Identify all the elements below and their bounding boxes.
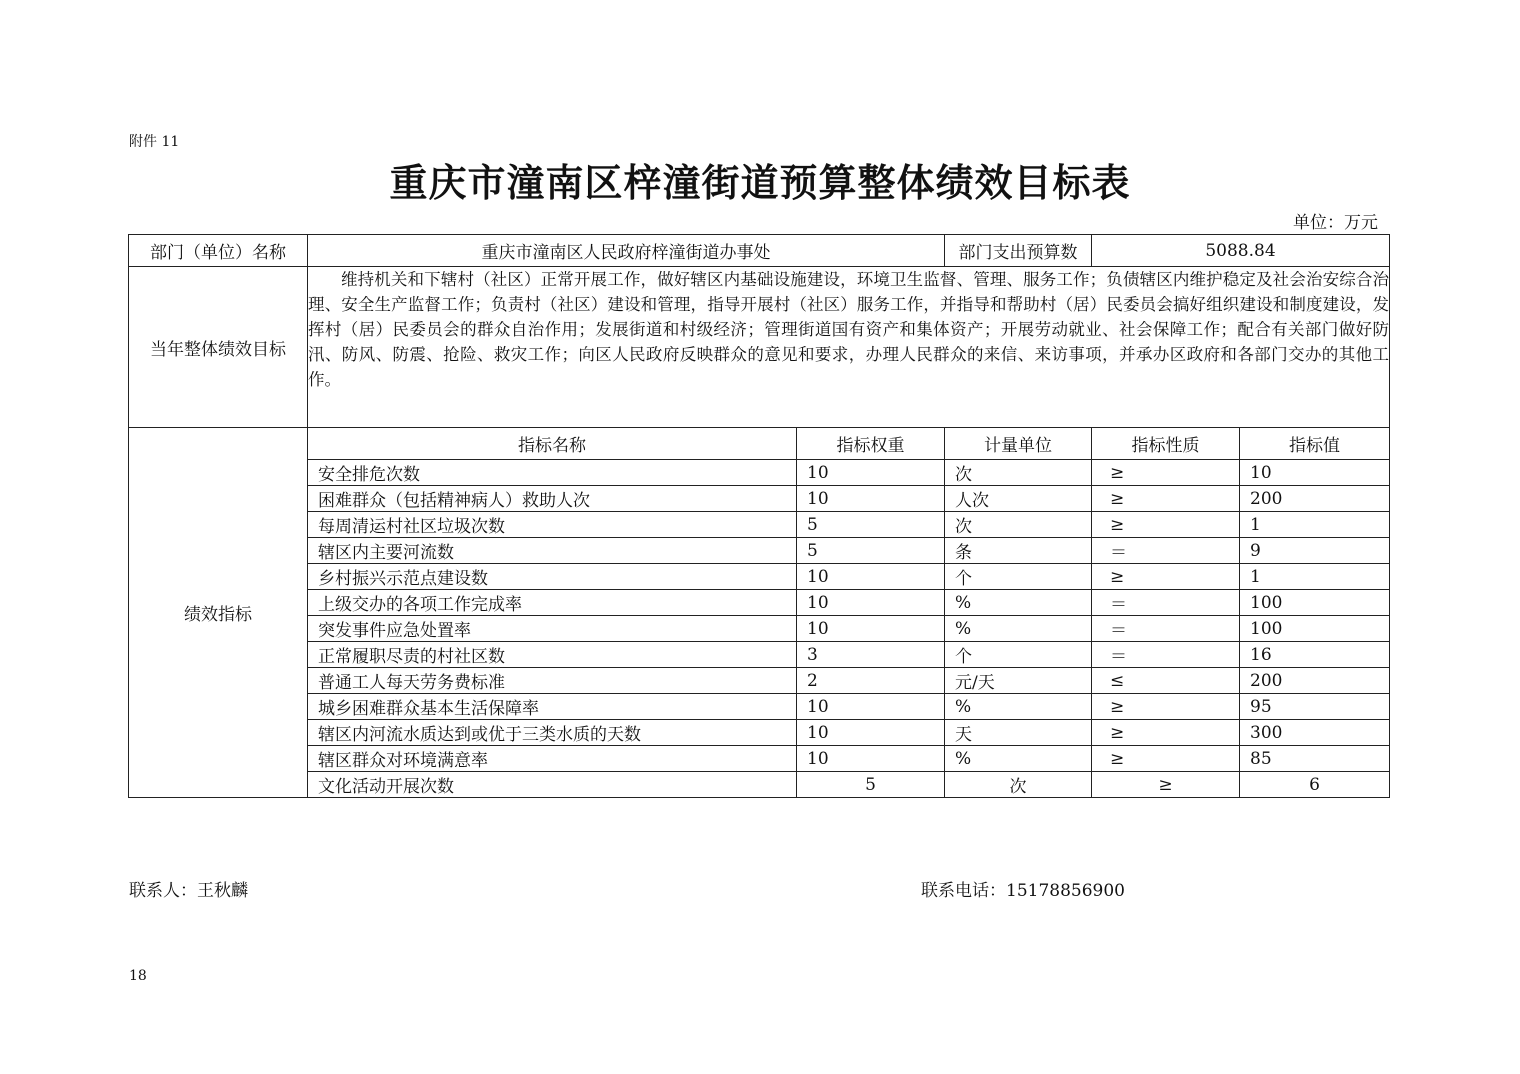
indicator-weight: 2 [797, 668, 945, 694]
indicator-weight: 10 [797, 720, 945, 746]
indicator-name: 每周清运村社区垃圾次数 [308, 512, 797, 538]
indicator-value: 200 [1240, 486, 1390, 512]
indicator-nature: ≥ [1092, 772, 1240, 798]
table-row [129, 538, 1390, 564]
indicator-unit: 人次 [945, 486, 1092, 512]
indicator-nature: ≥ [1092, 694, 1240, 720]
indicator-nature: ≥ [1092, 746, 1240, 772]
indicator-nature: ≥ [1092, 460, 1240, 486]
indicator-unit: 次 [945, 512, 1092, 538]
indicator-value: 9 [1240, 538, 1390, 564]
indicator-name: 乡村振兴示范点建设数 [308, 564, 797, 590]
document-title: 重庆市潼南区梓潼街道预算整体绩效目标表 [389, 161, 1131, 205]
goal-label: 当年整体绩效目标 [129, 267, 308, 428]
indicator-nature: ≥ [1092, 512, 1240, 538]
contact-phone: 联系电话：15178856900 [921, 881, 1125, 901]
indicator-weight: 10 [797, 486, 945, 512]
contact-person: 联系人：王秋麟 [129, 881, 248, 901]
table-row [129, 512, 1390, 538]
indicator-value: 6 [1240, 772, 1390, 798]
budget-label: 部门支出预算数 [945, 235, 1092, 267]
indicator-value: 1 [1240, 564, 1390, 590]
indicator-name: 突发事件应急处置率 [308, 616, 797, 642]
table-row [129, 616, 1390, 642]
indicator-weight: 5 [797, 538, 945, 564]
indicator-value: 100 [1240, 590, 1390, 616]
table-row [129, 564, 1390, 590]
indicator-name: 城乡困难群众基本生活保障率 [308, 694, 797, 720]
dept-label: 部门（单位）名称 [129, 235, 308, 267]
budget-value: 5088.84 [1092, 235, 1390, 267]
indicator-nature: ＝ [1092, 538, 1240, 564]
indicator-unit: 次 [945, 460, 1092, 486]
indicator-nature: ≥ [1092, 486, 1240, 512]
table-row [129, 694, 1390, 720]
goal-row [129, 267, 1390, 428]
indicator-unit: % [945, 616, 1092, 642]
indicator-nature: ≥ [1092, 720, 1240, 746]
goal-text: 维持机关和下辖村（社区）正常开展工作，做好辖区内基础设施建设，环境卫生监督、管理、服务工作；负债辖区内维护稳定及社会治安综合治理、安全生产监督工作；负责村（社区）建设和管理，指导开展村（社区）服务工作，并指导和帮助村（居）民委员会搞好组织建设和制度建设，发挥村（居）民委员会的群众自治作用；发展街道和村级经济；管理街道国有资产和集体资产；开展劳动就业、社会保障工作；配合有关部门做好防汛、防风、防震、抢险、救灾工作；向区人民政府反映群众的意见和要求，办理人民群众的来信、来访事项，并承办区政府和各部门交办的其他工作。 [308, 267, 1390, 428]
indicator-nature: ＝ [1092, 642, 1240, 668]
dept-row [129, 235, 1390, 267]
table-row [129, 460, 1390, 486]
indicator-unit: 次 [945, 772, 1092, 798]
indicator-value: 95 [1240, 694, 1390, 720]
indicator-nature: ≥ [1092, 564, 1240, 590]
indicator-unit: 条 [945, 538, 1092, 564]
table-row [129, 772, 1390, 798]
indicator-weight: 10 [797, 616, 945, 642]
indicator-weight: 3 [797, 642, 945, 668]
indicator-value: 1 [1240, 512, 1390, 538]
indicator-value: 100 [1240, 616, 1390, 642]
indicator-nature: ＝ [1092, 616, 1240, 642]
table-row [129, 668, 1390, 694]
indicator-name: 文化活动开展次数 [308, 772, 797, 798]
col-header-unit: 计量单位 [945, 428, 1092, 460]
col-header-value: 指标值 [1240, 428, 1390, 460]
page-number: 18 [129, 968, 147, 984]
indicator-value: 85 [1240, 746, 1390, 772]
indicator-name: 上级交办的各项工作完成率 [308, 590, 797, 616]
annex-label: 附件 11 [129, 134, 180, 150]
indicator-weight: 5 [797, 512, 945, 538]
indicator-weight: 5 [797, 772, 945, 798]
indicator-nature: ＝ [1092, 590, 1240, 616]
dept-value: 重庆市潼南区人民政府梓潼街道办事处 [308, 235, 945, 267]
indicator-nature: ≤ [1092, 668, 1240, 694]
col-header-weight: 指标权重 [797, 428, 945, 460]
indicator-unit: 个 [945, 564, 1092, 590]
indicator-name: 辖区内主要河流数 [308, 538, 797, 564]
indicator-name: 辖区内河流水质达到或优于三类水质的天数 [308, 720, 797, 746]
indicator-unit: 天 [945, 720, 1092, 746]
indicator-value: 300 [1240, 720, 1390, 746]
indicator-header-row [129, 428, 1390, 460]
table-row [129, 642, 1390, 668]
indicator-weight: 10 [797, 564, 945, 590]
indicator-value: 10 [1240, 460, 1390, 486]
col-header-nature: 指标性质 [1092, 428, 1240, 460]
indicator-unit: 个 [945, 642, 1092, 668]
performance-target-table [128, 234, 1390, 798]
indicator-unit: % [945, 746, 1092, 772]
indicator-name: 安全排危次数 [308, 460, 797, 486]
indicator-unit: 元/天 [945, 668, 1092, 694]
indicator-weight: 10 [797, 746, 945, 772]
indicator-name: 辖区群众对环境满意率 [308, 746, 797, 772]
indicator-weight: 10 [797, 590, 945, 616]
indicators-label: 绩效指标 [129, 428, 308, 798]
indicator-value: 200 [1240, 668, 1390, 694]
indicator-weight: 10 [797, 694, 945, 720]
col-header-name: 指标名称 [308, 428, 797, 460]
indicator-name: 普通工人每天劳务费标准 [308, 668, 797, 694]
indicator-name: 困难群众（包括精神病人）救助人次 [308, 486, 797, 512]
table-row [129, 486, 1390, 512]
indicator-unit: % [945, 694, 1092, 720]
indicator-weight: 10 [797, 460, 945, 486]
indicator-value: 16 [1240, 642, 1390, 668]
table-row [129, 746, 1390, 772]
table-row [129, 720, 1390, 746]
unit-label: 单位：万元 [1293, 213, 1378, 233]
indicator-name: 正常履职尽责的村社区数 [308, 642, 797, 668]
indicator-unit: % [945, 590, 1092, 616]
table-row [129, 590, 1390, 616]
